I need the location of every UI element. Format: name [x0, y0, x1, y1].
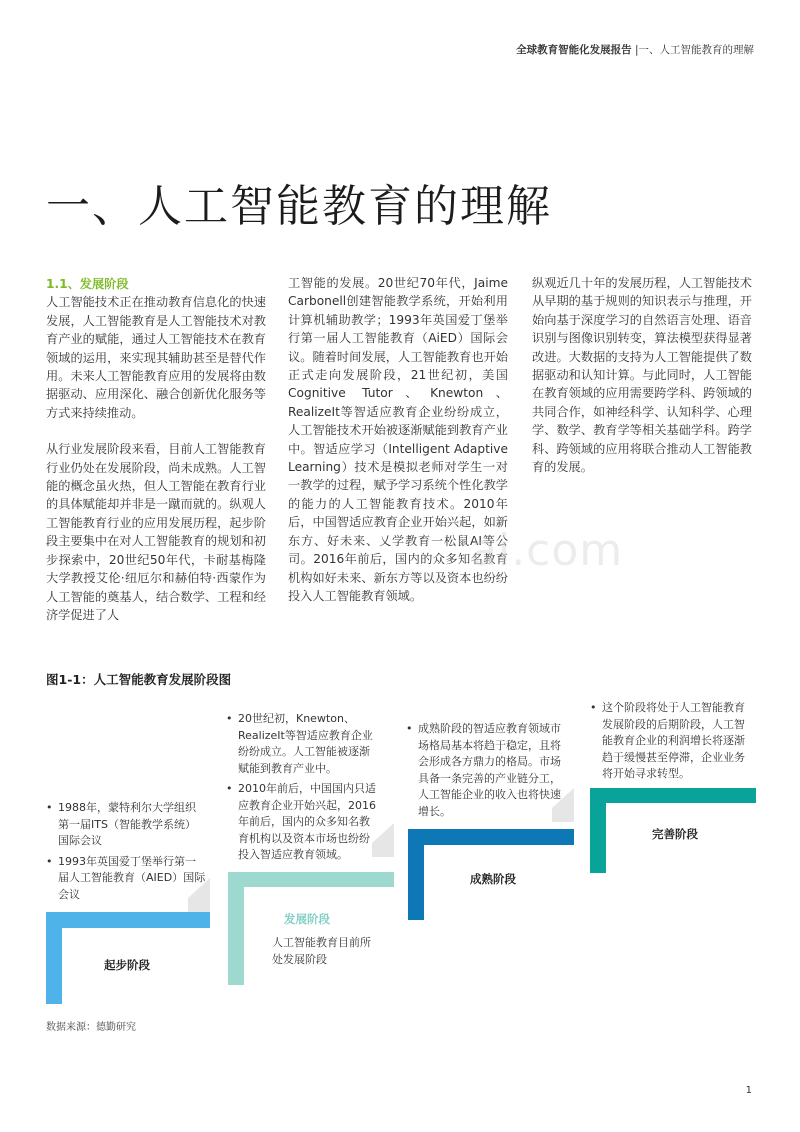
figure-title: 图1-1：人工智能教育发展阶段图: [46, 672, 232, 687]
stage-3-bullets: [406, 721, 566, 824]
stage-2-step: [228, 872, 394, 985]
page-number: 1: [745, 1085, 752, 1096]
watermark: ai.com: [470, 525, 624, 576]
stage-4-bullet: • 这个阶段将处于人工智能教育发展阶段的后期阶段，人工智能教育企业的利润增长将逐渐趋于缓慢甚至停滞，企业业务将开始寻求转型。: [590, 700, 750, 783]
stage-1-bullet: • 1993年英国爱丁堡举行第一届人工智能教育（AIED）国际会议: [46, 854, 206, 904]
stage-2-label: 发展阶段: [284, 912, 330, 926]
stage-1-bullet: • 1988年，蒙特利尔大学组织第一届ITS（智能教学系统）国际会议: [46, 800, 206, 850]
paragraph-1: 人工智能技术正在推动教育信息化的快速发展，人工智能教育是人工智能技术对教育产业的赋能，通过人工智能技术在教育领域的运用，来实现其辅助甚至是替代作用。未来人工智能教育应用的发展将由数据驱动、应用深化、融合创新优化服务等方式来持续推动。: [46, 295, 266, 420]
page-title: 一、人工智能教育的理解: [46, 181, 552, 232]
data-source: 数据来源：德勤研究: [46, 1022, 136, 1033]
section-title: |一、人工智能教育的理解: [634, 44, 754, 56]
paragraph-2: 从行业发展阶段来看，目前人工智能教育行业仍处在发展阶段，尚未成熟。人工智能的概念虽火热，但人工智能在教育行业的具体赋能却并非是一蹴而就的。纵观人工智能教育行业的应用发展历程，起步阶段主要集中在对人工智能教育的规划和初步探索中，20世纪50年代，卡耐基梅隆大学教授艾伦·纽厄尔和赫伯特·西蒙作为人工智能的奠基人，结合数学、工程和经济学促进了人: [46, 442, 266, 622]
paragraph-3: 工智能的发展。20世纪70年代，Jaime Carbonell创建智能教学系统，开始利用计算机辅助教学；1993年英国爱丁堡举行第一届人工智能教育（AiED）国际会议。随着时间发展，人工智能教育也开始正式走向发展阶段，21世纪初，美国Cognitive Tutor、Knewton、RealizeIt等智适应教育企业纷纷成立，人工智能技术开始被逐渐赋能到教育产业中。智适应学习（Intelligent Adaptive Learning）技术是模拟老师对学生一对一教学的过程，赋予学习系统个性化教学的能力的人工智能教育技术。2010年后，中国智适应教育企业开始兴起，如新东方、好未来、乂学教育一松鼠AI等公司。2016年前后，国内的众多知名教育机构如好未来、新东方等以及资本也纷纷投入人工智能教育领域。: [288, 276, 508, 603]
paragraph-4: 纵观近几十年的发展历程，人工智能技术从早期的基于规则的知识表示与推理，开始向基于深度学习的自然语言处理、语音识别与图像识别转变，算法模型获得显著改进。大数据的支持为人工智能提供了数据驱动和认知计算。与此同时，人工智能在教育领域的应用需要跨学科、跨领域的共同合作，如神经科学、认知科学、心理学、数学、教育学等相关基础学科。跨学科、跨领域的应用将联合推动人工智能教育的发展。: [532, 276, 752, 475]
stage-1-bullets: [46, 800, 206, 907]
stage-3-label: 成熟阶段: [470, 872, 516, 886]
stage-2-bullet: • 2010年前后，中国国内只适应教育企业开始兴起，2016年前后，国内的众多知名教育机构以及资本市场也纷纷投入智适应教育领域。: [226, 781, 376, 864]
stage-2-bullets: [226, 711, 376, 868]
stage-4-label: 完善阶段: [652, 827, 698, 841]
section-subheading: 1.1、发展阶段: [46, 277, 129, 291]
stage-1-label: 起步阶段: [104, 958, 150, 972]
stage-4-bullets: [590, 700, 750, 787]
stage-2-bullet: • 20世纪初，Knewton、RealizeIt等智适应教育企业纷纷成立。人工智能被逐渐赋能到教育产业中。: [226, 711, 376, 777]
stage-3-bullet: • 成熟阶段的智适应教育领域市场格局基本将趋于稳定，且将会形成各方鼎力的格局。市场具备一条完善的产业链分工，人工智能企业的收入也将快速增长。: [406, 721, 566, 820]
stage-2-note: 人工智能教育目前所处发展阶段: [272, 936, 371, 966]
report-title: 全球教育智能化发展报告: [516, 44, 632, 56]
